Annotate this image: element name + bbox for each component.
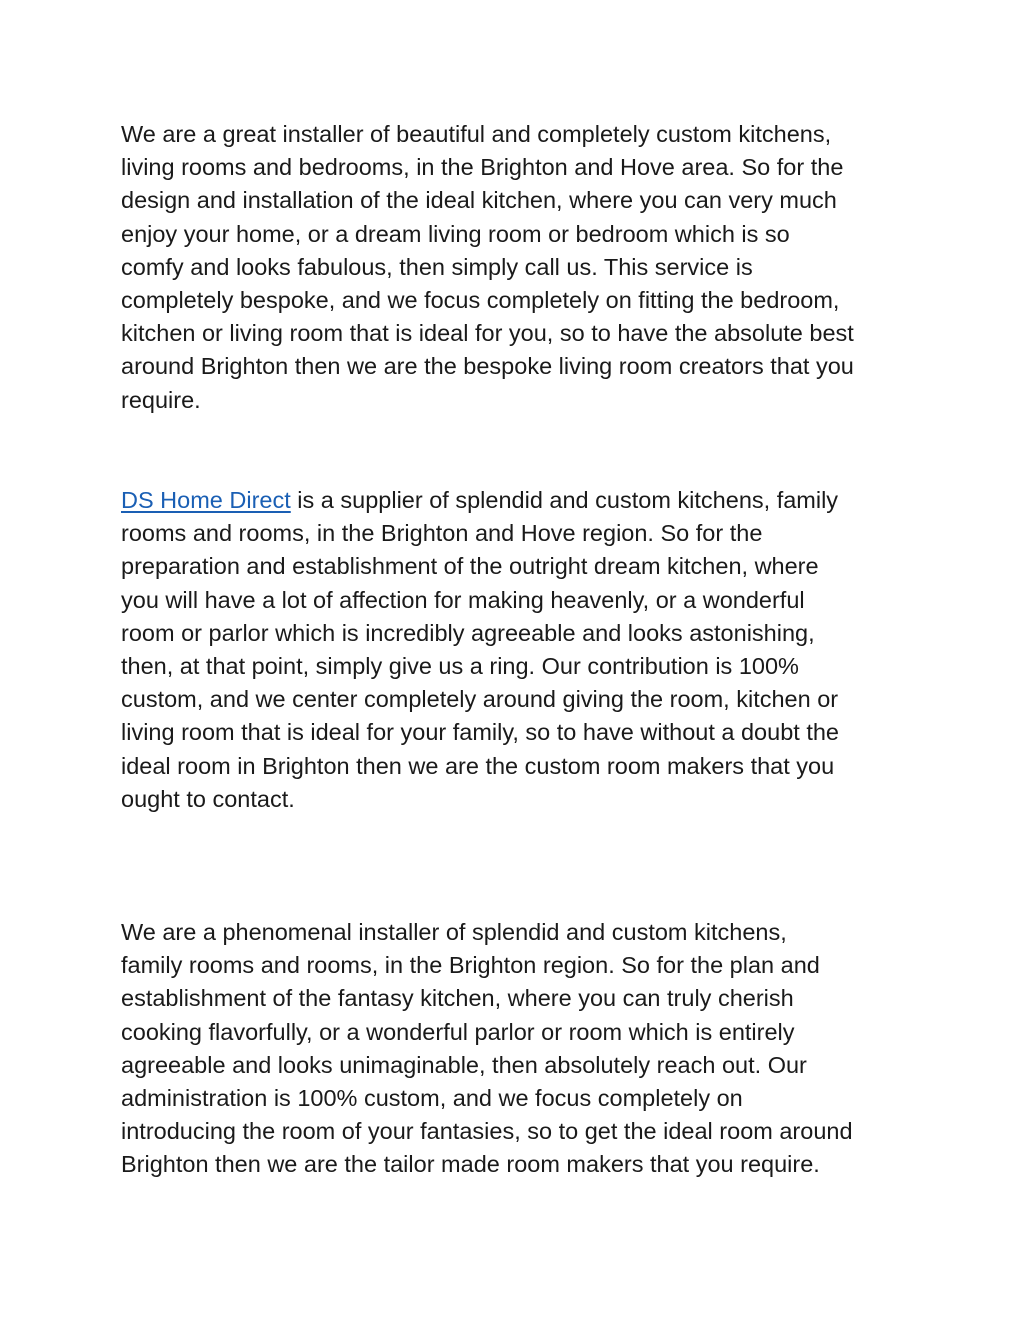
intro-paragraph: We are a great installer of beautiful and completely custom kitchens, living rooms and bedrooms, in the Brighton and Hove area. So for the design and installation of the ideal kitchen, where you can very much enjoy your home, or a dream living room or bedroom which is so comfy and looks fabulous, then simply call us. This service is completely bespoke, and we focus completely on fitting the bedroom, kitchen or living room that is ideal for you, so to have the absolute best around Brighton then we are the bespoke living room creators that you require. xyxy=(121,121,854,413)
company-paragraph xyxy=(121,484,921,816)
closing-paragraph: We are a phenomenal installer of splendid and custom kitchens, family rooms and rooms, in the Brighton region. So for the plan and establishment of the fantasy kitchen, where you can truly cherish cooking flavorfully, or a wonderful parlor or room which is entirely agreeable and looks unimaginable, then absolutely reach out. Our administration is 100% custom, and we focus completely on introducing the room of your fantasies, so to get the ideal room around Brighton then we are the tailor made room makers that you require. xyxy=(121,919,853,1178)
company-paragraph-text: is a supplier of splendid and custom kitchens, family rooms and rooms, in the Brighton and Hove region. So for the preparation and establishment of the outright dream kitchen, where you will have a lot of affection for making heavenly, or a wonderful room or parlor which is incredibly agreeable and looks astonishing, then, at that point, simply give us a ring. Our contribution is 100% custom, and we center completely around giving the room, kitchen or living room that is ideal for your family, so to have without a doubt the ideal room in Brighton then we are the custom room makers that you ought to contact. xyxy=(121,487,839,812)
ds-home-direct-link[interactable]: DS Home Direct xyxy=(121,487,291,513)
